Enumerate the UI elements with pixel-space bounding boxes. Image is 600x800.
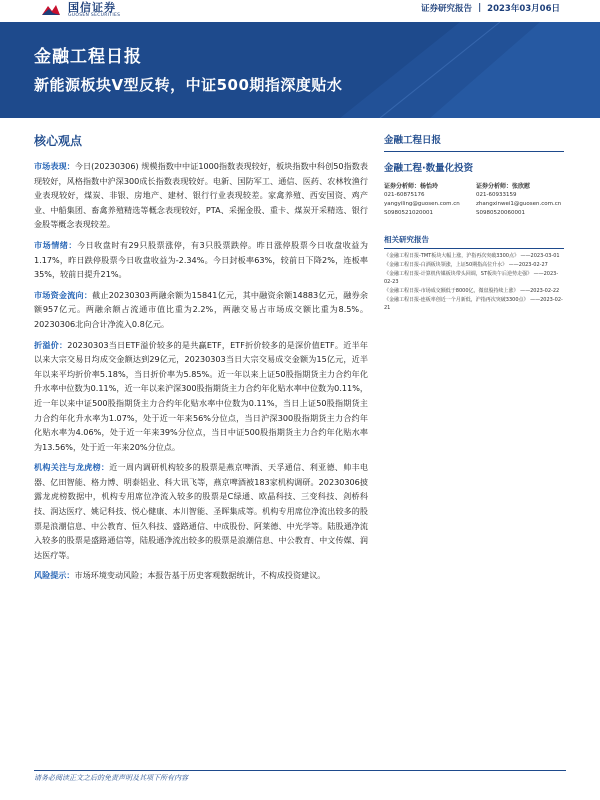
logo-cn-text: 国信证券 (68, 1, 116, 14)
analyst-name: 杨怡玲 (420, 183, 439, 190)
report-date: 2023年03月06日 (487, 4, 560, 14)
paragraph-text: 今日收盘时有29只股票涨停，有3只股票跌停。昨日涨停股票今日收盘收益为1.17%，昨日跌停股票今日收盘收益为-2.34%。今日封板率63%，较前日下降2%，连板率35%，较前日提升21%。 (34, 239, 368, 280)
logo-en-text: GUOSEN SECURITIES (68, 13, 121, 18)
logo-mark-icon (40, 3, 62, 17)
company-logo (40, 2, 120, 19)
paragraph-lead: 机构关注与龙虎榜： (34, 462, 110, 473)
section-title: 核心观点 (34, 134, 83, 148)
paragraph-market-sentiment (34, 238, 368, 282)
paragraph-risk (34, 568, 368, 583)
analyst-phone: 021-60875176 (384, 192, 425, 198)
paragraph-market-performance (34, 159, 368, 232)
footer-divider (34, 770, 566, 771)
paragraph-lead: 市场表现： (34, 161, 75, 171)
related-report-link[interactable]: 《金融工程日报-计算机传媒板块带头回调，ST板块午后逆势走强》 ——2023-02-23 (384, 271, 559, 285)
analyst-info (384, 182, 564, 218)
paragraph-text: 近一周内调研机构较多的股票是燕京啤酒、天孚通信、利亚德、帅丰电器、亿田智能、格力博、明泰铝业、科大讯飞等，燕京啤酒被183家机构调研。20230306披露龙虎榜数据中，机构专用席位净流入较多的股票是C绿通、欧晶科技、三变科技、剑桥科技、润达医疗、姚记科技、悦心健康、本川智能、圣晖集成等。机构专用席位净流出较多的股票是浪潮信息、中公教育、恒久科技、盛路通信、中成股份、阿莱德、中光学等。陆股通净流入较多的股票是盛路通信等，陆股通净流出较多的股票是浪潮信息、中公教育、中文传媒、润达医疗等。 (34, 462, 368, 560)
related-report-link[interactable]: 《金融工程日报-白酒板块领涨，上证50期指高位升水》 ——2023-02-27 (384, 262, 548, 268)
paragraph-text: 20230303当日ETF溢价较多的是共赢ETF，ETF折价较多的是深价值ETF。近半年以来大宗交易日均成交金额达到29亿元，20230303当日大宗交易成交金额为15亿元，近半年以来平均折价率5.18%，当日折价率为5.85%。近一年以来上证50股指期货主力合约年化升水率中位数为0.11%，近一年以来沪深300股指期货主力合约年化贴水率中位数为0.11%，近一年以来中证500股指期货主力合约年化贴水率中位数为0.11%，当日上证50股指期货主力合约年化升水率为1.07%，处于近一年来56%分位点，当日沪深300股指期货主力合约年化贴水率为4.06%，处于近一年来39%分位点，当日中证500股指期货主力合约年化贴水率为13.56%，处于近一年来20%分位点。 (34, 339, 368, 452)
paragraph-lead: 市场资金流向： (34, 289, 93, 300)
sidebar-subtitle: 金融工程·数量化投资 (384, 163, 474, 174)
page-subtitle: 新能源板块V型反转，中证500期指深度贴水 (34, 76, 343, 94)
page-title: 金融工程日报 (34, 47, 142, 67)
meta-separator: | (478, 3, 482, 13)
paragraph-fund-flow (34, 288, 368, 332)
sidebar (384, 132, 564, 313)
related-reports-list (384, 252, 564, 312)
analyst-email[interactable]: zhangxinwei1@guosen.com.cn (476, 201, 562, 207)
paragraph-text: 今日(20230306) 规模指数中中证1000指数表现较好，板块指数中科创50指数表现较好，风格指数中沪深300成长指数表现较好。电新、国防军工、通信、医药、农林牧渔行业表现较好，煤炭、非银、房地产、建材、银行行业表现较差。家禽养殖、西安国资、鸡产业、中船集团、畜禽养殖精选等概念表现较好，PTA、采掘金股、重卡、煤炭开采精选、银行金股等概念表现较差。 (34, 161, 368, 230)
report-meta (421, 2, 560, 14)
paragraph-text: 截止20230303两融余额为15841亿元，其中融资余额14883亿元，融券余额957亿元。两融余额占流通市值比重为2.2%，两融交易占市场成交额比重为8.5%。20230306北向合计净流入0.8亿元。 (34, 289, 368, 329)
related-report-link[interactable]: 《金融工程日报-TMT板块大幅上涨，沪指再次突破3300点》 ——2023-03-01 (384, 253, 560, 259)
analyst-license: S0980520060001 (476, 210, 525, 216)
paragraph-lead: 市场情绪： (34, 239, 77, 250)
analyst-email[interactable]: yangyiling@guosen.com.cn (384, 201, 460, 207)
analyst-role: 证券分析师： (476, 183, 513, 190)
paragraph-premium-discount (34, 338, 368, 455)
paragraph-text: 市场环境变动风险；本报告基于历史客观数据统计，不构成投资建议。 (74, 570, 326, 581)
footer-disclaimer: 请务必阅读正文之后的免责声明及其项下所有内容 (34, 774, 188, 782)
sidebar-title: 金融工程日报 (384, 132, 564, 152)
analyst-license: S0980521020001 (384, 210, 433, 216)
top-bar (0, 0, 600, 22)
related-report-link[interactable]: 《金融工程日报-连板率创近一个月新低，沪指再次突破3300点》 ——2023-02-21 (384, 297, 563, 311)
analyst-role: 证券分析师： (384, 183, 421, 190)
analyst-card (476, 182, 564, 218)
paragraph-institutions (34, 460, 368, 562)
report-type: 证券研究报告 (421, 4, 473, 14)
banner-decoration (340, 22, 600, 118)
related-reports-title: 相关研究报告 (384, 234, 564, 249)
analyst-card (384, 182, 472, 218)
analyst-name: 张欣慰 (512, 183, 531, 190)
related-report-link[interactable]: 《金融工程日报-市场成交额低于8000亿，微盘股持续上涨》 ——2023-02-22 (384, 288, 560, 294)
core-views (34, 132, 368, 589)
paragraph-lead: 风险提示： (34, 570, 75, 581)
paragraph-lead: 折溢价： (34, 339, 68, 350)
title-banner (0, 22, 600, 118)
analyst-phone: 021-60933159 (476, 192, 517, 198)
